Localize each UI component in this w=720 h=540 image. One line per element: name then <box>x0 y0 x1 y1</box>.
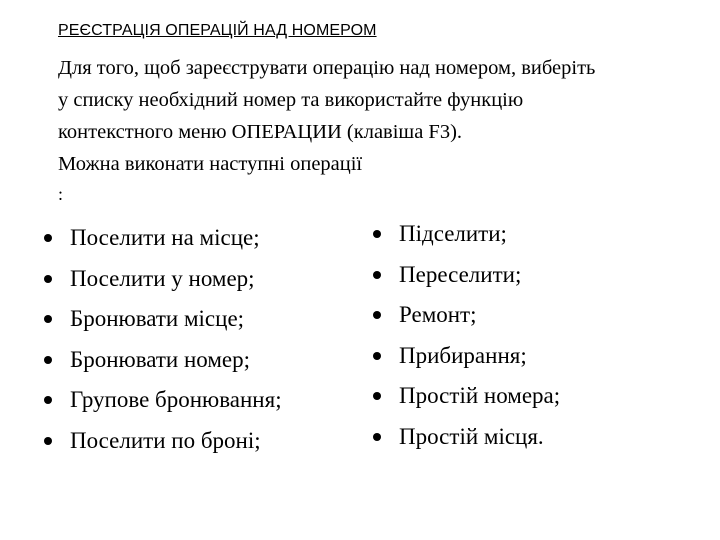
bullet-icon <box>44 275 52 283</box>
operation-label: Бронювати номер; <box>70 346 251 372</box>
operation-label: Ремонт; <box>399 302 477 327</box>
intro-paragraph <box>58 52 678 180</box>
bullet-icon <box>44 315 52 323</box>
operation-label: Простій місця. <box>399 423 544 449</box>
operation-label: Поселити у номер; <box>70 265 255 291</box>
operation-label: Групове бронювання; <box>70 387 282 412</box>
operation-label: Поселити на місце; <box>70 225 260 250</box>
page-title: РЕЄСТРАЦІЯ ОПЕРАЦІЙ НАД НОМЕРОМ <box>58 22 377 39</box>
operation-label: Поселити по броні; <box>70 427 261 453</box>
bullet-icon <box>44 356 52 364</box>
bullet-icon <box>373 311 381 319</box>
bullet-icon <box>373 271 381 279</box>
bullet-icon <box>44 396 52 404</box>
bullet-icon <box>373 433 381 441</box>
operation-label: Прибирання; <box>399 342 527 368</box>
intro-line: Для того, щоб зареєструвати операцію над номером, виберіть <box>58 57 596 79</box>
intro-line: у списку необхідний номер та використайте функцію <box>58 89 524 111</box>
bullet-icon <box>44 437 52 445</box>
bullet-icon <box>373 230 381 238</box>
operation-label: Підселити; <box>399 221 507 246</box>
intro-line: Можна виконати наступні операції <box>58 153 363 175</box>
bullet-icon <box>373 352 381 360</box>
bullet-icon <box>44 234 52 242</box>
intro-line: контекстного меню ОПЕРАЦИИ (клавіша F3). <box>58 121 463 143</box>
operation-label: Переселити; <box>399 261 522 287</box>
operation-label: Простій номера; <box>399 383 561 408</box>
colon-mark: : <box>58 184 64 204</box>
operation-label: Бронювати місце; <box>70 306 245 331</box>
bullet-icon <box>373 392 381 400</box>
